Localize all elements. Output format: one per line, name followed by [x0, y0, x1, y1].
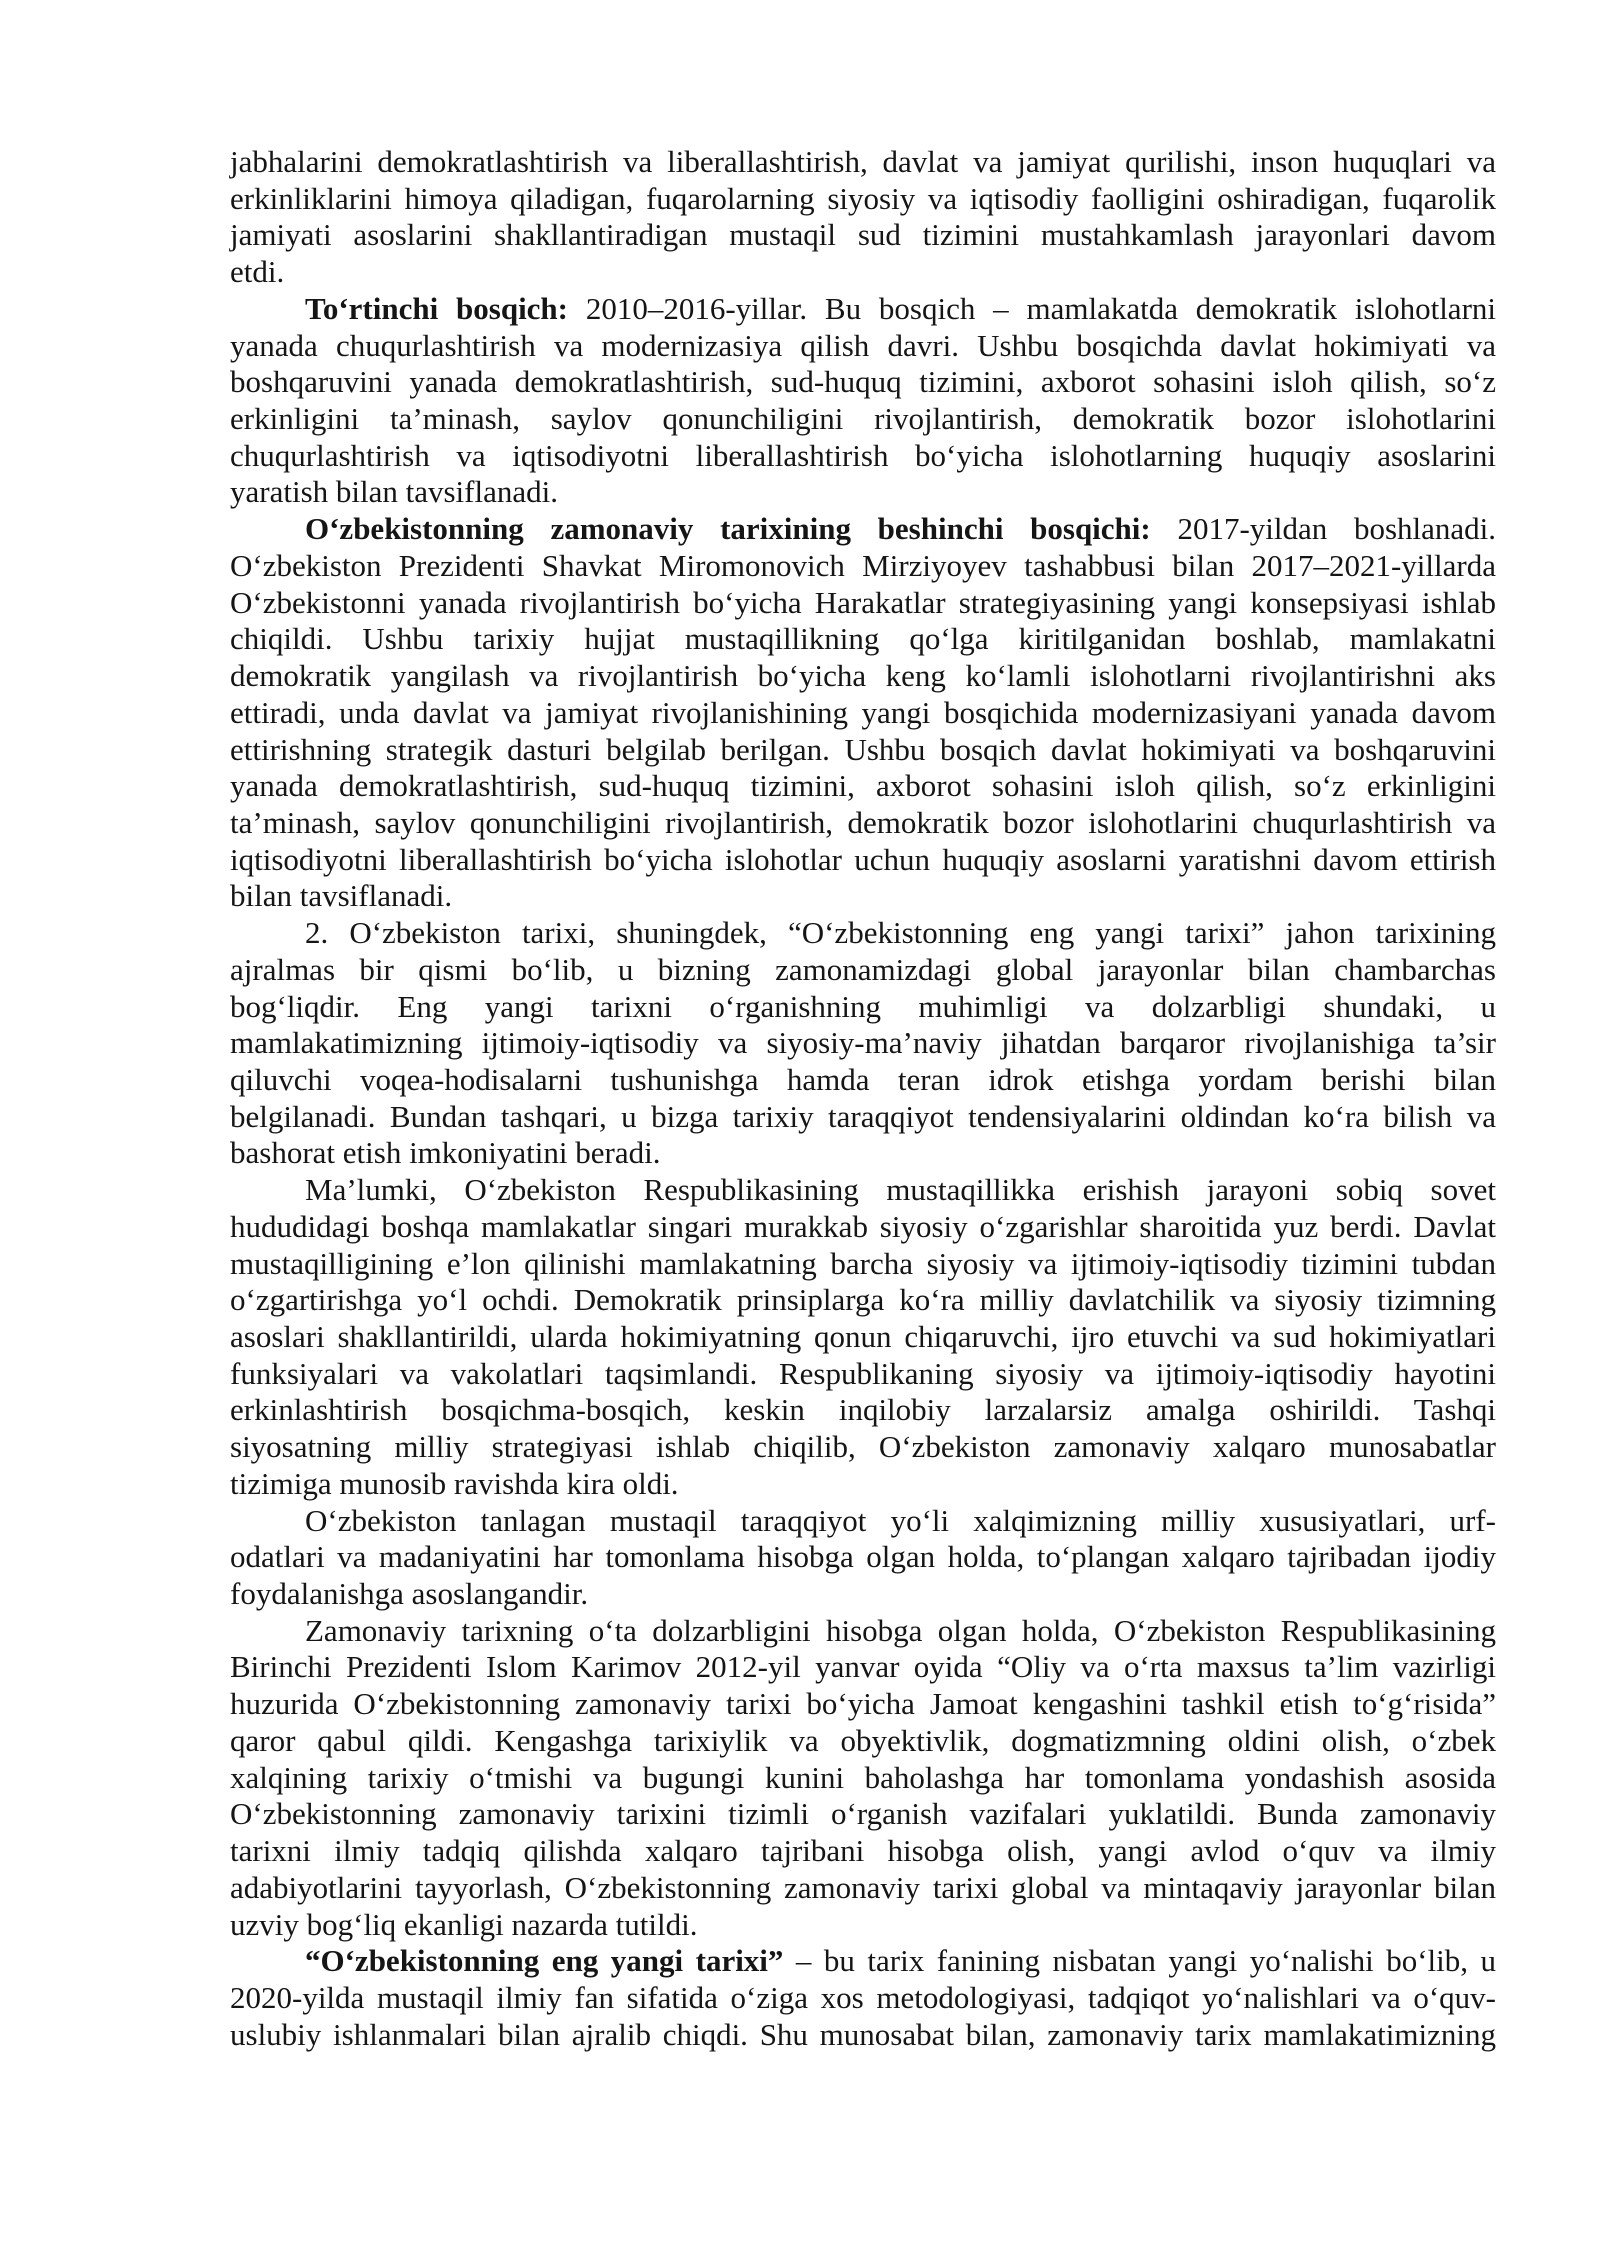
text-line [230, 291, 1496, 328]
text-line: tizimiga munosib ravishda kira oldi. [230, 1465, 679, 1501]
paragraph [230, 511, 1496, 915]
text-line: belgilanadi. Bundan tashqari, u bizga tarixiy taraqqiyot tendensiyalarini oldindan ko‘ra bilish va [230, 1098, 1496, 1134]
text-line: O‘zbekistonni yanada rivojlantirish bo‘yicha Harakatlar strategiyasining yangi konsepsiyasi ishlab [230, 584, 1496, 620]
text-line: odatlari va madaniyatini har tomonlama hisobga olgan holda, to‘plangan xalqaro tajribadan ijodiy [230, 1539, 1496, 1575]
text-line: yanada chuqurlashtirish va modernizasiya qilish davri. Ushbu bosqichda davlat hokimiyati va [230, 327, 1496, 363]
line-text: 2017-yildan boshlanadi. [1150, 511, 1496, 547]
text-line: bashorat etish imkoniyatini beradi. [230, 1135, 661, 1171]
text-line: yanada demokratlashtirish, sud-huquq tizimini, axborot sohasini isloh qilish, so‘z erkinligini [230, 768, 1496, 804]
paragraph [230, 1503, 1496, 1613]
text-line: demokratik yangilash va rivojlantirish bo‘yicha keng ko‘lamli islohotlarni rivojlantirishni aks [230, 658, 1496, 694]
body-text [230, 144, 1496, 2053]
text-line: erkinlashtirish bosqichma-bosqich, keskin inqilobiy larzalarsiz amalga oshirildi. Tashqi [230, 1392, 1496, 1428]
text-line: tarixni ilmiy tadqiq qilishda xalqaro tajribani hisobga olish, yangi avlod o‘quv va ilmiy [230, 1833, 1496, 1869]
text-line: ta’minash, saylov qonunchiligini rivojlantirish, demokratik bozor islohotlarini chuqurlashtirish va [230, 804, 1496, 840]
text-line: erkinliklarini himoya qiladigan, fuqarolarning siyosiy va iqtisodiy faolligini oshiradigan, fuqarolik [230, 180, 1496, 216]
line-text: 2010–2016-yillar. Bu bosqich – mamlakatda demokratik islohotlarni [568, 290, 1497, 326]
text-line: boshqaruvini yanada demokratlashtirish, sud-huquq tizimini, axborot sohasini isloh qilish, so‘z [230, 364, 1496, 400]
line-text: – bu tarix fanining nisbatan yangi yo‘nalishi bo‘lib, u [783, 1943, 1496, 1979]
text-line: erkinligini ta’minash, saylov qonunchiligini rivojlantirish, demokratik bozor islohotlarini [230, 401, 1496, 437]
paragraph [230, 1613, 1496, 1943]
text-line: qiluvchi voqea-hodisalarni tushunishga hamda teran idrok etishga yordam berishi bilan [230, 1061, 1496, 1097]
text-line: mamlakatimizning ijtimoiy-iqtisodiy va siyosiy-ma’naviy jihatdan barqaror rivojlanishiga ta’sir [230, 1025, 1496, 1061]
paragraph [230, 1172, 1496, 1502]
text-line: hududidagi boshqa mamlakatlar singari murakkab siyosiy o‘zgarishlar sharoitida yuz berdi. Davlat [230, 1208, 1496, 1244]
text-line: Birinchi Prezidenti Islom Karimov 2012-yil yanvar oyida “Oliy va o‘rta maxsus ta’lim vazirligi [230, 1649, 1496, 1685]
text-line: bog‘liqdir. Eng yangi tarixni o‘rganishning muhimligi va dolzarbligi shundaki, u [230, 988, 1496, 1024]
text-line: ettiradi, unda davlat va jamiyat rivojlanishining yangi bosqichida modernizasiyani yanada davom [230, 694, 1496, 730]
text-line: O‘zbekiston tanlagan mustaqil taraqqiyot yo‘li xalqimizning milliy xususiyatlari, urf- [305, 1502, 1496, 1538]
text-line: yaratish bilan tavsiflanadi. [230, 474, 558, 510]
text-line: asoslari shakllantirildi, ularda hokimiyatning qonun chiqaruvchi, ijro etuvchi va sud hokimiyatlari [230, 1319, 1496, 1354]
text-line: mustaqilligining e’lon qilinishi mamlakatning barcha siyosiy va ijtimoiy-iqtisodiy tizimini tubdan [230, 1245, 1496, 1281]
text-line: jabhalarini demokratlashtirish va liberallashtirish, davlat va jamiyat qurilishi, inson huquqlari va [230, 144, 1496, 179]
text-line: huzurida O‘zbekistonning zamonaviy tarixi bo‘yicha Jamoat kengashini tashkil etish to‘g‘risida” [230, 1686, 1496, 1722]
text-line: 2020-yilda mustaqil ilmiy fan sifatida o‘ziga xos metodologiyasi, tadqiqot yo‘nalishlari va o‘quv- [230, 1979, 1496, 2015]
text-line: funksiyalari va vakolatlari taqsimlandi. Respublikaning siyosiy va ijtimoiy-iqtisodiy hayotini [230, 1355, 1496, 1391]
text-line: etdi. [230, 254, 285, 290]
paragraph [230, 291, 1496, 511]
text-line: foydalanishga asoslangandir. [230, 1576, 589, 1612]
text-line: bilan tavsiflanadi. [230, 878, 453, 914]
text-line: adabiyotlarini tayyorlash, O‘zbekistonning zamonaviy tarixi global va mintaqaviy jarayonlar bilan [230, 1869, 1496, 1905]
bold-lead: To‘rtinchi bosqich: [305, 290, 569, 326]
paragraph [230, 1943, 1496, 2053]
text-line: O‘zbekiston Prezidenti Shavkat Miromonovich Mirziyoyev tashabbusi bilan 2017–2021-yillarda [230, 547, 1496, 583]
paragraph [230, 144, 1496, 291]
text-line: Zamonaviy tarixning o‘ta dolzarbligini hisobga olgan holda, O‘zbekiston Respublikasining [305, 1612, 1496, 1648]
text-line: ettirishning strategik dasturi belgilab berilgan. Ushbu bosqich davlat hokimiyati va boshqaruvini [230, 731, 1496, 767]
text-line: 2. O‘zbekiston tarixi, shuningdek, “O‘zbekistonning eng yangi tarixi” jahon tarixining [305, 915, 1496, 951]
bold-lead: O‘zbekistonning zamonaviy tarixining beshinchi bosqichi: [305, 511, 1151, 547]
text-line: O‘zbekistonning zamonaviy tarixini tizimli o‘rganish vazifalari yuklatildi. Bunda zamonaviy [230, 1796, 1496, 1832]
text-line: o‘zgartirishga yo‘l ochdi. Demokratik prinsiplarga ko‘ra milliy davlatchilik va siyosiy tizimning [230, 1282, 1496, 1318]
text-line: Ma’lumki, O‘zbekiston Respublikasining mustaqillikka erishish jarayoni sobiq sovet [305, 1172, 1496, 1208]
bold-lead: “O‘zbekistonning eng yangi tarixi” [305, 1943, 784, 1979]
text-line [230, 511, 1496, 548]
text-line: xalqining tarixiy o‘tmishi va bugungi kunini baholashga har tomonlama yondashish asosida [230, 1759, 1496, 1795]
text-line: iqtisodiyotni liberallashtirish bo‘yicha islohotlar uchun huquqiy asoslarni yaratishni davom ettirish [230, 841, 1496, 877]
text-line [230, 1943, 1496, 1980]
text-line: siyosatning milliy strategiyasi ishlab chiqilib, O‘zbekiston zamonaviy xalqaro munosabatlar [230, 1429, 1496, 1465]
text-line: chuqurlashtirish va iqtisodiyotni liberallashtirish bo‘yicha islohotlarning huquqiy asoslarini [230, 437, 1496, 473]
text-line: ajralmas bir qismi bo‘lib, u bizning zamonamizdagi global jarayonlar bilan chambarchas [230, 951, 1496, 987]
text-line: uzviy bog‘liq ekanligi nazarda tutildi. [230, 1906, 698, 1942]
paragraph [230, 915, 1496, 1172]
text-line: chiqildi. Ushbu tarixiy hujjat mustaqillikning qo‘lga kiritilganidan boshlab, mamlakatni [230, 621, 1496, 657]
text-line: qaror qabul qildi. Kengashga tarixiylik va obyektivlik, dogmatizmning oldini olish, o‘zbek [230, 1722, 1496, 1758]
text-line: jamiyati asoslarini shakllantiradigan mustaqil sud tizimini mustahkamlash jarayonlari davom [230, 217, 1496, 253]
text-line: uslubiy ishlanmalari bilan ajralib chiqdi. Shu munosabat bilan, zamonaviy tarix mamlakatimizning [230, 2016, 1496, 2052]
